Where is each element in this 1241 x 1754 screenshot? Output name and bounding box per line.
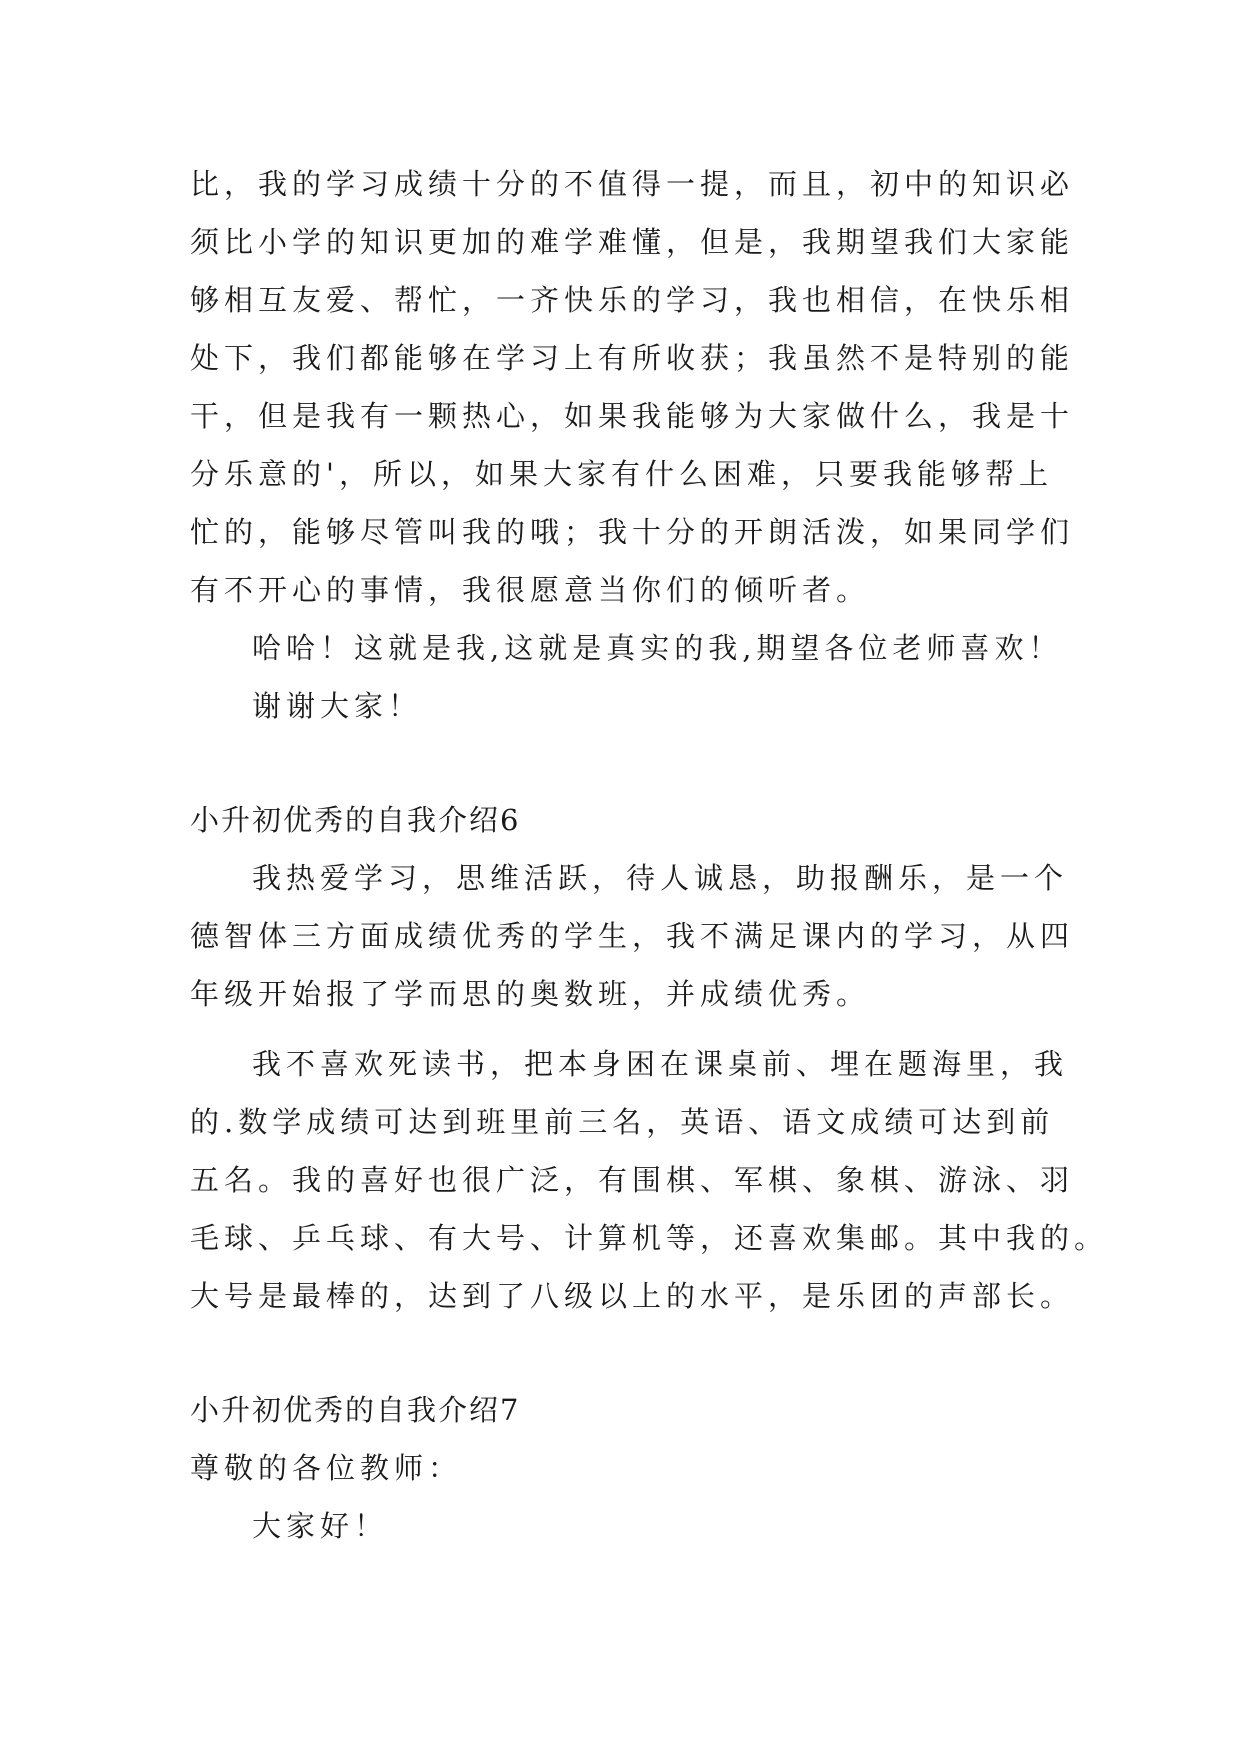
greeting: 大家好！ [252,1509,389,1543]
closing-line: 哈哈！这就是我,这就是真实的我,期望各位老师喜欢！ [252,631,1063,665]
text-line: 的.数学成绩可达到班里前三名，英语、语文成绩可达到前 [190,1105,1055,1139]
text-line: 毛球、乒乓球、有大号、计算机等，还喜欢集邮。其中我的。 [190,1221,1109,1255]
text-line: 须比小学的知识更加的难学难懂，但是，我期望我们大家能 [190,225,1075,259]
text-line: 有不开心的事情，我很愿意当你们的倾听者。 [190,573,871,607]
text-line: 五名。我的喜好也很广泛，有围棋、军棋、象棋、游泳、羽 [190,1163,1075,1197]
thanks-line: 谢谢大家！ [252,689,423,723]
text-line: 分乐意的'，所以，如果大家有什么困难，只要我能够帮上 [190,457,1053,491]
text-line: 比，我的学习成绩十分的不值得一提，而且，初中的知识必 [190,167,1075,201]
section-heading-6: 小升初优秀的自我介绍6 [190,803,521,837]
salutation: 尊敬的各位教师： [190,1451,463,1485]
text-line: 干，但是我有一颗热心，如果我能够为大家做什么，我是十 [190,399,1075,433]
text-line: 大号是最棒的，达到了八级以上的水平，是乐团的声部长。 [190,1279,1075,1313]
text-line: 德智体三方面成绩优秀的学生，我不满足课内的学习，从四 [190,919,1075,953]
text-line: 忙的，能够尽管叫我的哦；我十分的开朗活泼，如果同学们 [190,515,1075,549]
text-line: 处下，我们都能够在学习上有所收获；我虽然不是特别的能 [190,341,1075,375]
section-heading-7: 小升初优秀的自我介绍7 [190,1393,521,1427]
text-line: 我不喜欢死读书，把本身困在课桌前、埋在题海里，我 [252,1047,1069,1081]
text-line: 够相互友爱、帮忙，一齐快乐的学习，我也相信，在快乐相 [190,283,1075,317]
text-line: 年级开始报了学而思的奥数班，并成绩优秀。 [190,977,871,1011]
text-line: 我热爱学习，思维活跃，待人诚恳，助报酬乐，是一个 [252,861,1069,895]
